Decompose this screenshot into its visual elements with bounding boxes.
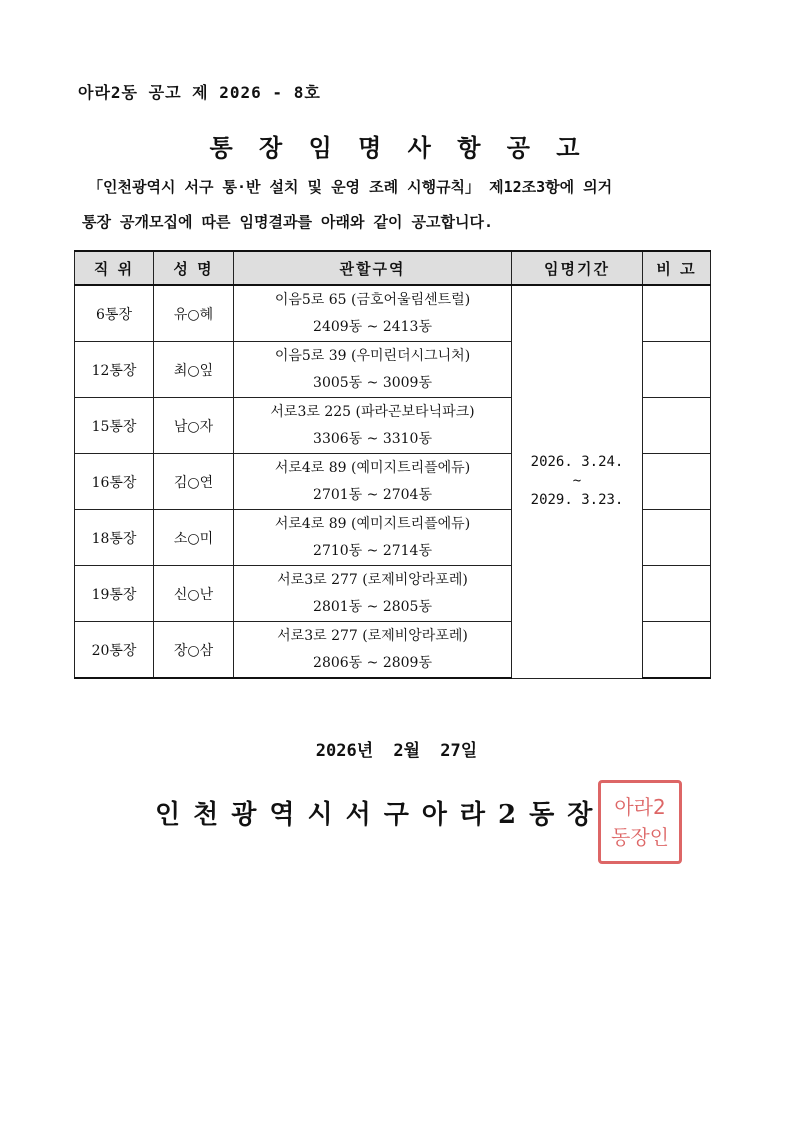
name-cell: 장○삼: [154, 622, 234, 679]
zone-buildings: 2806동 ~ 2809동: [313, 654, 432, 671]
position-cell: 19통장: [75, 566, 154, 622]
zone-buildings: 2710동 ~ 2714동: [313, 542, 432, 559]
note-cell: [643, 285, 711, 342]
seal-bottom-text: 동장인: [611, 825, 669, 849]
header-zone: 관할구역: [234, 251, 512, 285]
zone-address: 서로3로 277 (로제비앙라포레): [277, 571, 468, 588]
note-cell: [643, 342, 711, 398]
position-cell: 15통장: [75, 398, 154, 454]
note-cell: [643, 454, 711, 510]
zone-address: 이음5로 39 (우미린더시그니처): [274, 347, 471, 364]
period-end: 2029. 3.23.: [530, 492, 624, 509]
document-title: 통 장 임 명 사 항 공 고: [209, 133, 584, 162]
period-separator: ~: [572, 473, 582, 490]
appointment-table: [74, 250, 711, 679]
zone-address: 서로4로 89 (예미지트리플에듀): [274, 459, 471, 476]
table-header-row: [75, 251, 711, 285]
zone-cell: [234, 398, 512, 454]
position-cell: 12통장: [75, 342, 154, 398]
zone-address: 서로4로 89 (예미지트리플에듀): [274, 515, 471, 532]
note-cell: [643, 398, 711, 454]
name-cell: 김○연: [154, 454, 234, 510]
position-cell: 6통장: [75, 285, 154, 342]
zone-cell: [234, 454, 512, 510]
note-cell: [643, 566, 711, 622]
zone-buildings: 3306동 ~ 3310동: [313, 430, 432, 447]
header-position: 직 위: [75, 251, 154, 285]
zone-address: 서로3로 277 (로제비앙라포레): [277, 627, 468, 644]
zone-address: 서로3로 225 (파라곤보타닉파크): [270, 403, 475, 420]
zone-cell: [234, 342, 512, 398]
header-name: 성 명: [154, 251, 234, 285]
header-note: 비 고: [643, 251, 711, 285]
position-cell: 16통장: [75, 454, 154, 510]
seal-top-text: 아라2: [614, 795, 666, 819]
position-cell: 20통장: [75, 622, 154, 679]
note-cell: [643, 510, 711, 566]
name-cell: 남○자: [154, 398, 234, 454]
period-start: 2026. 3.24.: [530, 454, 624, 471]
name-cell: 유○혜: [154, 285, 234, 342]
zone-cell: [234, 285, 512, 342]
zone-buildings: 3005동 ~ 3009동: [313, 374, 432, 391]
issue-date: 2026년 2월 27일: [315, 741, 478, 761]
notice-number: 아라2동 공고 제 2026 - 8호: [78, 83, 321, 102]
official-seal: [598, 780, 682, 864]
zone-cell: [234, 566, 512, 622]
intro-line-2: 통장 공개모집에 따른 임명결과를 아래와 같이 공고합니다.: [82, 213, 493, 231]
intro-line-1: 「인천광역시 서구 통·반 설치 및 운영 조례 시행규칙」 제12조3항에 의거: [88, 178, 613, 196]
table-row: [75, 285, 711, 342]
zone-buildings: 2409동 ~ 2413동: [313, 318, 432, 335]
name-cell: 소○미: [154, 510, 234, 566]
zone-buildings: 2801동 ~ 2805동: [313, 598, 432, 615]
zone-cell: [234, 622, 512, 679]
name-cell: 최○잎: [154, 342, 234, 398]
issuer-name: 인천광역시서구아라2동장: [155, 800, 606, 830]
position-cell: 18통장: [75, 510, 154, 566]
header-period: 임명기간: [512, 251, 643, 285]
name-cell: 신○난: [154, 566, 234, 622]
zone-address: 이음5로 65 (금호어울림센트럴): [274, 291, 471, 308]
zone-buildings: 2701동 ~ 2704동: [313, 486, 432, 503]
note-cell: [643, 622, 711, 679]
zone-cell: [234, 510, 512, 566]
period-cell: [512, 285, 643, 678]
